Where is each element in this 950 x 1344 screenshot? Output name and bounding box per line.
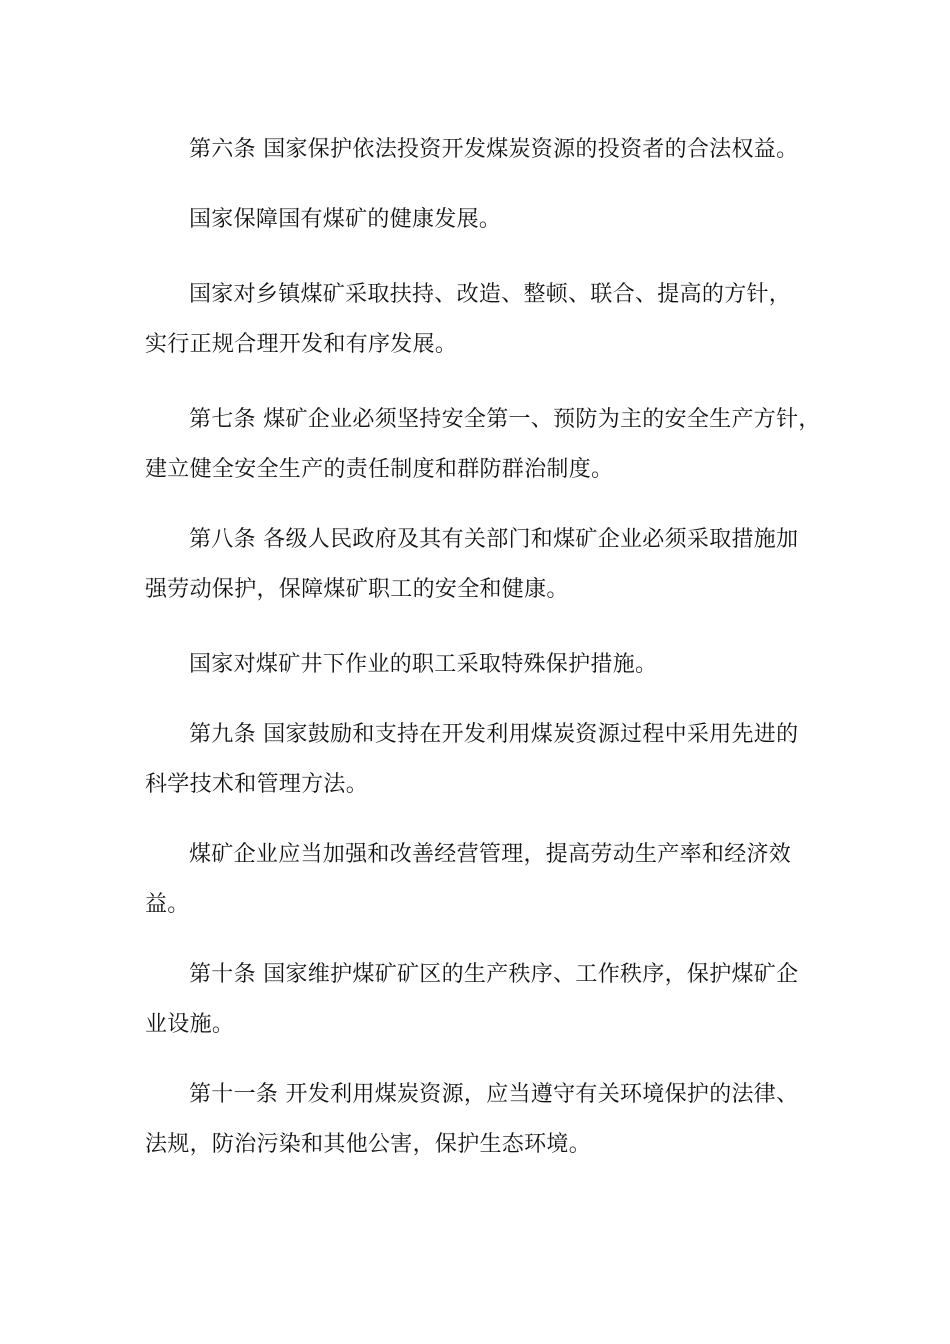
text-line: 煤矿企业应当加强和改善经营管理，提高劳动生产率和经济效	[189, 842, 792, 867]
article-10-paragraph-1	[145, 953, 825, 1047]
text-line: 第八条 各级人民政府及其有关部门和煤矿企业必须采取措施加	[189, 527, 799, 552]
text-line: 建立健全安全生产的责任制度和群防群治制度。	[145, 457, 614, 482]
text-line: 强劳动保护，保障煤矿职工的安全和健康。	[145, 577, 569, 602]
text-line: 第六条 国家保护依法投资开发煤炭资源的投资者的合法权益。	[189, 137, 799, 162]
text-line: 第九条 国家鼓励和支持在开发利用煤炭资源过程中采用先进的	[189, 722, 799, 747]
text-line: 科学技术和管理方法。	[145, 772, 369, 797]
text-line: 法规，防治污染和其他公害，保护生态环境。	[145, 1132, 592, 1157]
article-7-paragraph-1	[145, 398, 825, 492]
text-line: 益。	[145, 892, 190, 917]
article-11-paragraph-1	[145, 1073, 825, 1167]
text-line: 业设施。	[145, 1012, 235, 1037]
article-8-paragraph-1	[145, 518, 825, 612]
text-line: 国家对乡镇煤矿采取扶持、改造、整顿、联合、提高的方针，	[189, 282, 792, 307]
article-6-paragraph-1	[145, 128, 825, 172]
text-line: 第十一条 开发利用煤炭资源，应当遵守有关环境保护的法律、	[189, 1082, 799, 1107]
text-line: 第七条 煤矿企业必须坚持安全第一、预防为主的安全生产方针，	[189, 407, 821, 432]
article-6-paragraph-3	[145, 273, 825, 367]
article-8-paragraph-2	[145, 643, 825, 687]
text-line: 国家对煤矿井下作业的职工采取特殊保护措施。	[189, 652, 658, 677]
text-line: 实行正规合理开发和有序发展。	[145, 332, 458, 357]
article-9-paragraph-2	[145, 833, 825, 927]
article-9-paragraph-1	[145, 713, 825, 807]
article-6-paragraph-2	[145, 198, 825, 242]
text-line: 第十条 国家维护煤矿矿区的生产秩序、工作秩序，保护煤矿企	[189, 962, 799, 987]
text-line: 国家保障国有煤矿的健康发展。	[189, 207, 502, 232]
